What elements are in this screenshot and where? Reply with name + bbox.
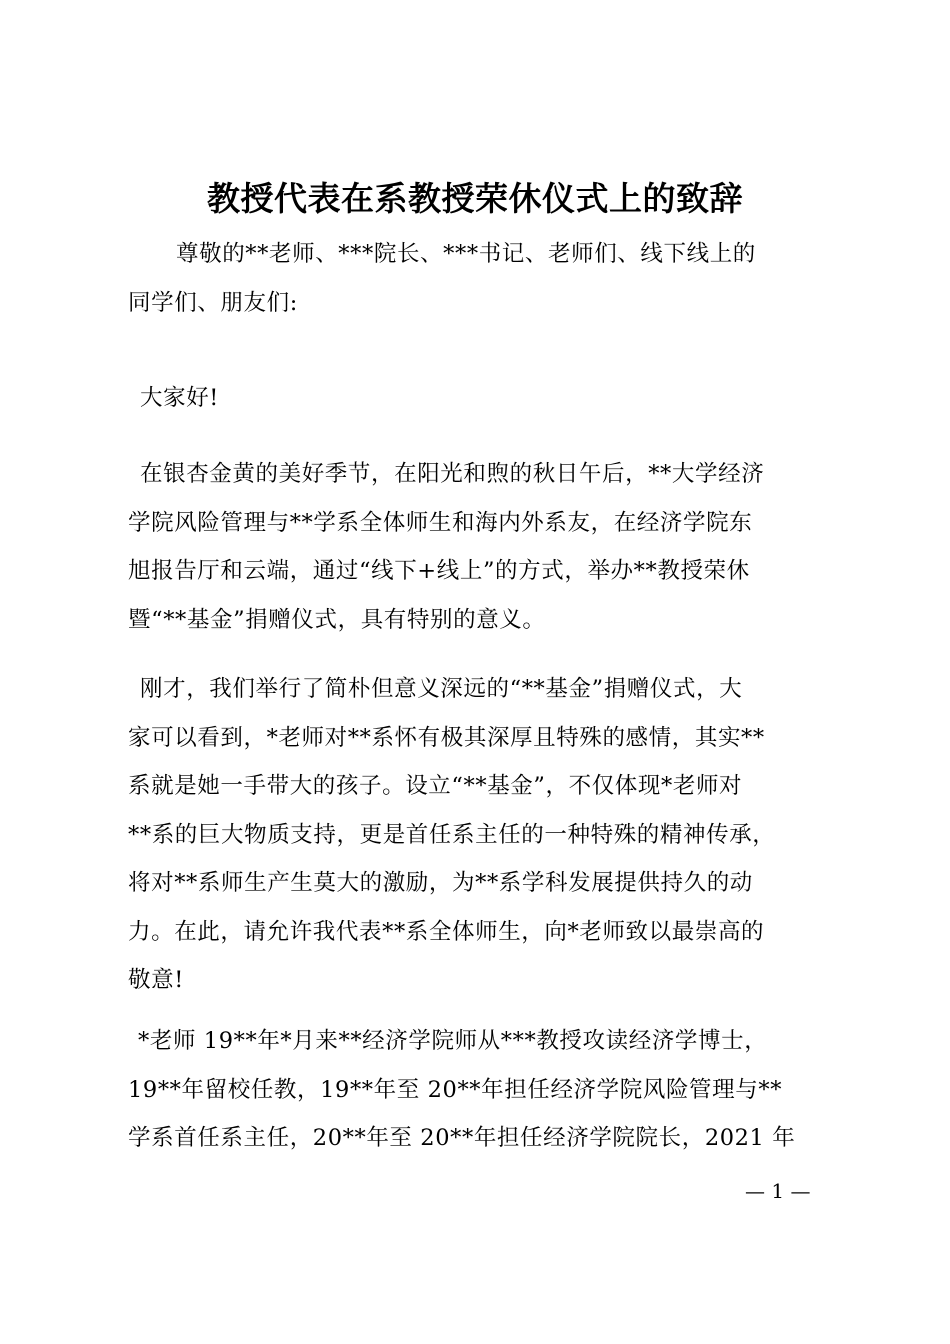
text-line: 在银杏金黄的美好季节，在阳光和煦的秋日午后，**大学经济 <box>140 461 765 487</box>
text-line: 同学们、朋友们: <box>128 289 298 316</box>
text-line: **系的巨大物质支持，更是首任系主任的一种特殊的精神传承， <box>128 821 776 848</box>
paragraph-intro <box>128 450 838 644</box>
paragraph-fund <box>128 665 838 1005</box>
text-line: 力。在此，请允许我代表**系全体师生，向*老师致以最崇高的 <box>128 918 765 945</box>
text-line: 大家好! <box>140 385 219 411</box>
paragraph-biography <box>128 1017 838 1163</box>
page-number: — 1 — <box>745 1179 811 1203</box>
text-line: 19**年留校任教，19**年至 20**年担任经济学院风险管理与** <box>128 1076 783 1103</box>
text-line: 刚才，我们举行了简朴但意义深远的“**基金”捐赠仪式，大 <box>140 676 743 702</box>
paragraph-greeting <box>128 374 838 423</box>
text-line: 系就是她一手带大的孩子。设立“**基金”，不仅体现*老师对 <box>128 773 743 799</box>
text-line: 家可以看到，*老师对**系怀有极其深厚且特殊的感情，其实** <box>128 724 765 751</box>
paragraph-salutation <box>128 230 838 327</box>
text-line: 敬意! <box>128 967 184 993</box>
text-line: 学院风险管理与**学系全体师生和海内外系友，在经济学院东 <box>128 509 753 536</box>
text-line: 尊敬的**老师、***院长、***书记、老师们、线下线上的 <box>176 241 756 267</box>
text-line: 暨“**基金”捐赠仪式，具有特别的意义。 <box>128 606 546 633</box>
text-line: 将对**系师生产生莫大的激励，为**系学科发展提供持久的动 <box>128 870 753 896</box>
text-line: 学系首任系主任，20**年至 20**年担任经济学院院长，2021 年 <box>128 1125 796 1151</box>
document-title: 教授代表在系教授荣休仪式上的致辞 <box>207 179 743 218</box>
text-line: *老师 19**年*月来**经济学院师从***教授攻读经济学博士， <box>138 1028 768 1054</box>
text-line: 旭报告厅和云端，通过“线下+线上”的方式，举办**教授荣休 <box>128 558 750 584</box>
